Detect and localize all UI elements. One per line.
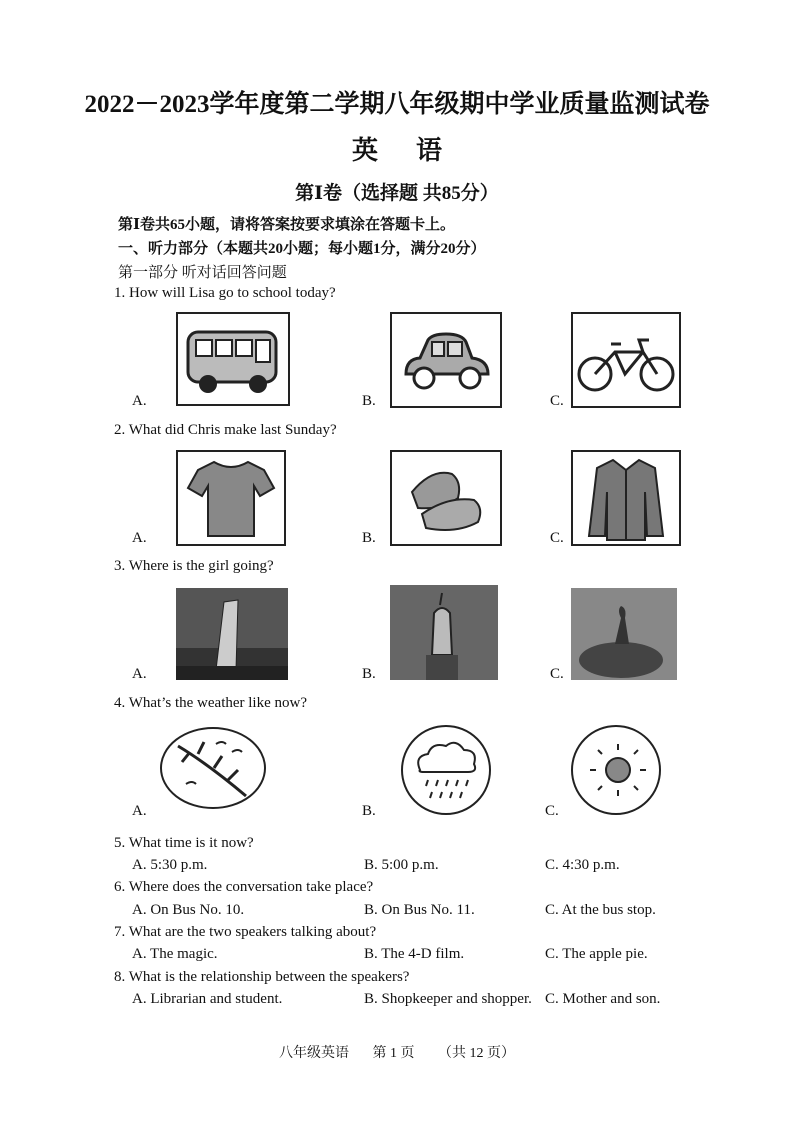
car-icon bbox=[390, 312, 502, 408]
q7-option-c: C. The apple pie. bbox=[545, 946, 648, 962]
q3-option-b-label: B. bbox=[362, 666, 376, 682]
question-5: 5. What time is it now? bbox=[114, 835, 254, 851]
q3-option-c-label: C. bbox=[550, 666, 564, 682]
q4-option-a-label: A. bbox=[132, 803, 147, 819]
shoes-icon bbox=[390, 450, 502, 546]
footer-total-pages: （共 12 页） bbox=[438, 1046, 515, 1061]
tshirt-icon bbox=[176, 450, 286, 546]
q5-option-c: C. 4:30 p.m. bbox=[545, 857, 620, 873]
q2-option-a-label: A. bbox=[132, 530, 147, 546]
question-1: 1. How will Lisa go to school today? bbox=[114, 285, 336, 301]
footer-page-number: 第 1 页 bbox=[372, 1046, 415, 1061]
question-4: 4. What’s the weather like now? bbox=[114, 695, 307, 711]
q4-option-c-label: C. bbox=[545, 803, 559, 819]
q7-option-a: A. The magic. bbox=[132, 946, 218, 962]
instruction-line-2: 一、听力部分（本题共20小题；每小题1分，满分20分） bbox=[118, 241, 486, 257]
question-7: 7. What are the two speakers talking about? bbox=[114, 924, 377, 940]
q6-option-a: A. On Bus No. 10. bbox=[132, 902, 245, 918]
q1-option-b-label: B. bbox=[362, 393, 376, 409]
question-8: 8. What is the relationship between the speakers? bbox=[114, 969, 410, 985]
q5-option-b: B. 5:00 p.m. bbox=[364, 857, 439, 873]
question-6: 6. Where does the conversation take place? bbox=[114, 879, 374, 895]
q6-option-c: C. At the bus stop. bbox=[545, 902, 656, 918]
question-2: 2. What did Chris make last Sunday? bbox=[114, 422, 337, 438]
jacket-icon bbox=[571, 450, 681, 546]
q2-option-c-label: C. bbox=[550, 530, 564, 546]
q3-option-a-label: A. bbox=[132, 666, 147, 682]
q8-option-c: C. Mother and son. bbox=[545, 991, 661, 1007]
sunny-icon bbox=[566, 724, 666, 816]
little-mermaid-photo bbox=[571, 588, 677, 680]
q8-option-b: B. Shopkeeper and shopper. bbox=[364, 991, 532, 1007]
q6-option-b: B. On Bus No. 11. bbox=[364, 902, 475, 918]
q1-option-a-label: A. bbox=[132, 393, 147, 409]
q1-option-c-label: C. bbox=[550, 393, 564, 409]
statue-of-liberty-photo bbox=[390, 585, 498, 680]
footer-subject: 八年级英语 bbox=[279, 1046, 349, 1061]
instruction-line-3: 第一部分 听对话回答问题 bbox=[118, 265, 287, 281]
rainy-icon bbox=[394, 724, 498, 816]
leaning-tower-photo bbox=[176, 588, 288, 680]
exam-title: 2022－2023学年度第二学期八年级期中学业质量监测试卷 bbox=[84, 91, 710, 118]
q7-option-b: B. The 4-D film. bbox=[364, 946, 465, 962]
bicycle-icon bbox=[571, 312, 681, 408]
q5-option-a: A. 5:30 p.m. bbox=[132, 857, 208, 873]
instruction-line-1: 第Ⅰ卷共65小题，请将答案按要求填涂在答题卡上。 bbox=[118, 217, 456, 233]
volume-title: 第Ⅰ卷（选择题 共85分） bbox=[295, 183, 499, 204]
page-footer bbox=[0, 1042, 794, 1062]
bus-icon bbox=[176, 312, 290, 406]
q4-option-b-label: B. bbox=[362, 803, 376, 819]
q2-option-b-label: B. bbox=[362, 530, 376, 546]
windy-icon bbox=[158, 724, 268, 812]
q8-option-a: A. Librarian and student. bbox=[132, 991, 283, 1007]
subject-title: 英语 bbox=[351, 136, 480, 165]
question-3: 3. Where is the girl going? bbox=[114, 558, 274, 574]
